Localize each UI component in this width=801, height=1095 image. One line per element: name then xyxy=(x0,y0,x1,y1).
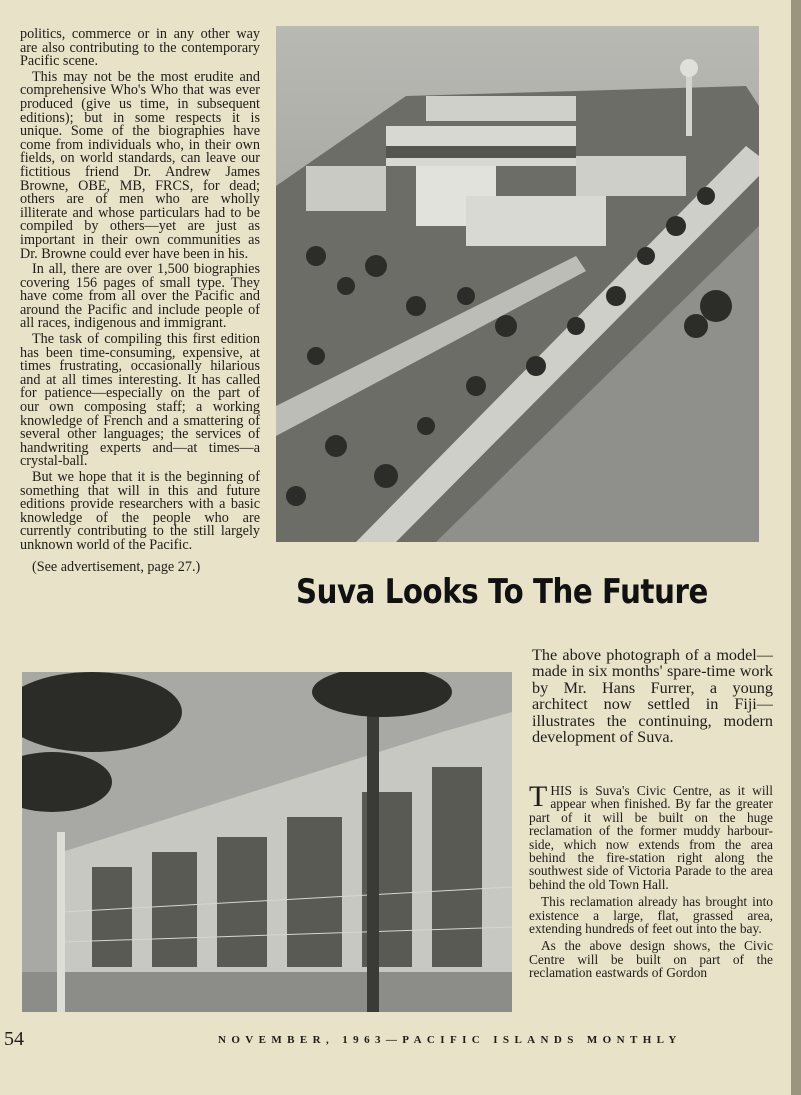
aerial-model-photo xyxy=(276,26,759,542)
left-column xyxy=(20,28,260,576)
left-paragraph-5: But we hope that it is the beginning of something that will in this and future editions provide researchers with a basic knowledge of the people who are currently contributing to the still largely unknown world of the Pacific. xyxy=(20,469,260,553)
right-column xyxy=(529,780,773,984)
left-paragraph-1: politics, commerce or in any other way are also contributing to the contemporary Pacific scene. xyxy=(20,26,260,70)
advertisement-note: (See advertisement, page 27.) xyxy=(32,558,201,575)
right-paragraph-3: As the above design shows, the Civic Centre will be built on part of the reclamation eastwards of Gordon xyxy=(529,938,773,981)
page-number: 54 xyxy=(4,1028,24,1050)
building-facade-photo xyxy=(22,672,512,1012)
page-footer xyxy=(0,1028,801,1052)
footer-publication-line: NOVEMBER, 1963—PACIFIC ISLANDS MONTHLY xyxy=(218,1034,682,1046)
left-paragraph-2: This may not be the most erudite and comprehensive Who's Who that was ever produced (give us time, in subsequent editions); but in some respects it is unique. Some of the biographies have come from individuals who, in their own fields, on world standards, can leave our fictitious friend Dr. Andrew James Browne, OBE, MB, FRCS, for dead; others are of men who are wholly illiterate and whose particulars had to be compiled by others—yet are just as important in their own communities as Dr. Browne could ever have been in his. xyxy=(20,68,260,262)
left-paragraph-4: The task of compiling this first edition has been time-consuming, expensive, at times frustrating, occasionally hilarious and at all times interesting. It has called for patience—especially on the part of our own composing staff; a working knowledge of French and a smattering of several other languages; the services of handwriting experts and—at times—a crystal-ball. xyxy=(20,331,260,470)
right-paragraph-2: This reclamation already has brought into existence a large, flat, grassed area, extending hundreds of feet out into the bay. xyxy=(529,894,773,937)
photo-caption-lead xyxy=(532,647,773,745)
drop-cap: T xyxy=(529,780,548,813)
right-paragraph-1 xyxy=(529,780,773,892)
article-headline: Suva Looks To The Future xyxy=(296,572,708,612)
right-paragraph-1-text: HIS is Suva's Civic Centre, as it will appear when finished. By far the greater part of it will be built on the huge reclamation of the former muddy harbour-side, which now extends from the area behind the fire-station right along the southwest side of Victoria Parade to the area behind the old Town Hall. xyxy=(529,783,773,892)
page-gutter-shadow xyxy=(791,0,801,1095)
lead-paragraph: The above photograph of a model—made in six months' spare-time work by Mr. Hans Furrer, a young architect now settled in Fiji—illustrates the continuing, modern development of Suva. xyxy=(532,646,773,747)
left-paragraph-3: In all, there are over 1,500 biographies covering 156 pages of small type. They have come from all over the Pacific and around the Pacific and include people of all races, indigenous and immigrant. xyxy=(20,261,260,332)
